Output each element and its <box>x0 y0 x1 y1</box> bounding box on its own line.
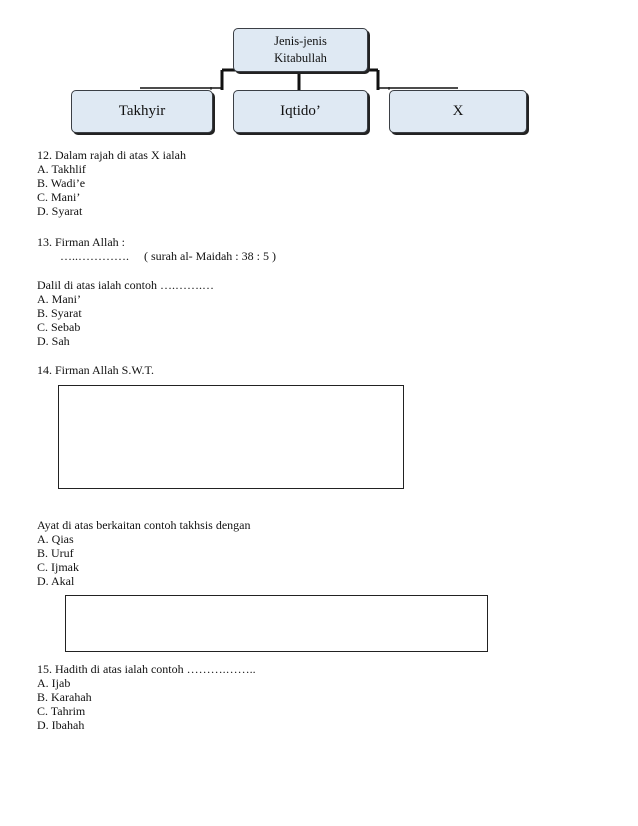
q13-option-b: B. Syarat <box>37 306 82 320</box>
q12-option-b: B. Wadi’e <box>37 176 86 190</box>
q12-stem: 12. Dalam rajah di atas X ialah <box>37 148 186 162</box>
q14-option-d: D. Akal <box>37 574 75 588</box>
q13-followup: Dalil di atas ialah contoh ….…….… <box>37 278 214 292</box>
q14-stem: 14. Firman Allah S.W.T. <box>37 363 154 377</box>
q15-hadith-box <box>65 595 488 652</box>
q15-option-b: B. Karahah <box>37 690 92 704</box>
q15-option-c: C. Tahrim <box>37 704 86 718</box>
q13-option-a: A. Mani’ <box>37 292 81 306</box>
q15-stem: 15. Hadith di atas ialah contoh ……….…….. <box>37 662 256 676</box>
q14-option-c: C. Ijmak <box>37 560 79 574</box>
q15-option-d: D. Ibahah <box>37 718 85 732</box>
q13-quote: …..…………. ( surah al- Maidah : 38 : 5 ) <box>60 249 276 263</box>
diagram-node-iqtido: Iqtido’ <box>233 90 368 133</box>
q14-verse-box <box>58 385 404 489</box>
root-label-line2: Kitabullah <box>274 51 327 65</box>
q12-option-c: C. Mani’ <box>37 190 81 204</box>
root-label-line1: Jenis-jenis <box>274 34 327 48</box>
q13-stem: 13. Firman Allah : <box>37 235 125 249</box>
q12-option-d: D. Syarat <box>37 204 83 218</box>
diagram-node-x: X <box>389 90 527 133</box>
diagram-root-node <box>233 28 368 72</box>
q13-option-c: C. Sebab <box>37 320 81 334</box>
diagram-node-takhyir: Takhyir <box>71 90 213 133</box>
q14-option-a: A. Qias <box>37 532 74 546</box>
q14-option-b: B. Uruf <box>37 546 74 560</box>
q12-option-a: A. Takhlif <box>37 162 86 176</box>
q13-option-d: D. Sah <box>37 334 70 348</box>
q14-followup: Ayat di atas berkaitan contoh takhsis dengan <box>37 518 251 532</box>
q15-option-a: A. Ijab <box>37 676 71 690</box>
